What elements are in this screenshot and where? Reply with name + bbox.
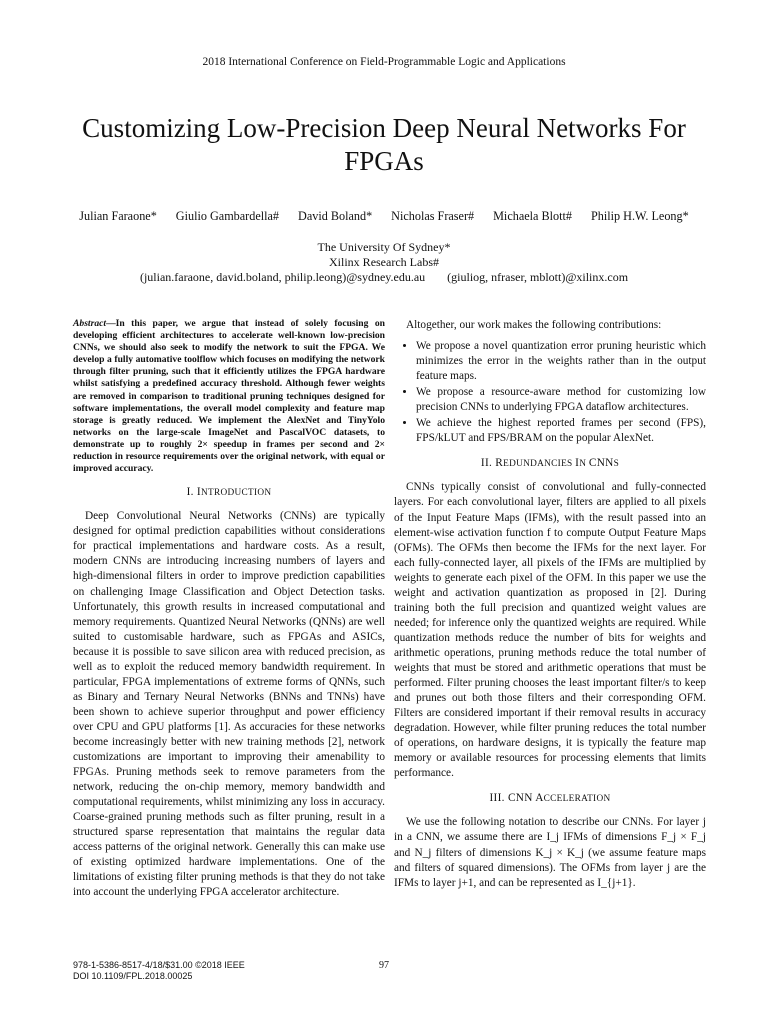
doi-line: DOI 10.1109/FPL.2018.00025 (73, 971, 193, 981)
abstract-heading: Abstract (73, 318, 107, 329)
author: Nicholas Fraser# (391, 209, 475, 223)
author-list (0, 209, 768, 224)
abstract-text: —In this paper, we argue that instead of solely focusing on developing efficient architectures to accelerate well-known low-precision CNNs, we should also seek to modify the network to suit the FPGA. We develop a fully automative toolflow which focuses on modifying the network through filter pruning, such that it efficiently utilizes the FPGA hardware whilst satisfying a predefined accuracy threshold. Although fewer weights are removed in comparison to traditional pruning techniques designed for software implementations, the overall model complexity and feature map storage is greatly reduced. We implement the AlexNet and TinyYolo networks on the large-scale ImageNet and PascalVOC datasets, to demonstrate up to roughly 2× speedup in frames per second and 2× reduction in resource requirements over the original network, with equal or improved accuracy. (73, 318, 385, 475)
section-heading-introduction: I. INTRODUCTION (186, 486, 272, 499)
list-item: • We propose a novel quantization error pruning heuristic which minimizes the error in the weights rather than in the output feature maps. (416, 339, 706, 384)
author: Philip H.W. Leong* (590, 209, 689, 223)
section-heading-redundancies: II. REDUNDANCIES IN CNNS (480, 457, 620, 470)
contributions-intro: Altogether, our work makes the following contributions: (406, 319, 662, 331)
email-sydney: (julian.faraone, david.boland, philip.leong)@sydney.edu.au (139, 270, 426, 284)
author: Giulio Gambardella# (175, 209, 280, 223)
abstract (73, 318, 385, 475)
affiliation-xilinx: Xilinx Research Labs# (329, 255, 439, 269)
conference-header: 2018 International Conference on Field-Programmable Logic and Applications (202, 56, 566, 68)
acceleration-paragraph: We use the following notation to describe our CNNs. For layer j in a CNN, we assume there are I_j IFMs of dimensions F_j × F_j and N_j filters of dimensions K_j × K_j (we assume feature maps and filters of squared dimensions). The OFMs from layer j are the IFMs to layer j+1, and can be represented as I_{j+1}. (394, 816, 706, 889)
redundancies-paragraph: CNNs typically consist of convolutional and fully-connected layers. For each convolutional layer, filters are applied to all pixels of the Input Feature Maps (IFMs), with the result passed into an element-wise activation function f to compute Output Feature Maps (OFMs). The OFMs then become the IFMs for the next layer. For each fully-connected layer, all pixels of the IFMs are multiplied by weights to generate each pixel of the OFM. In this paper we use the weight and activation quantization as proposed in [2]. During training both the full precision and quantized weight values are needed; for inference only the quantized weights are required. While quantization methods reduce the number of bits for weights and arithmetic operations, pruning methods reduce the total number of weights that must be stored and arithmetic operations that must be performed. Filter pruning chooses the least important filter/s to keep and prunes out both those filters and their corresponding OFM. Filters are considered important if their removal results in accuracy degradation. However, while filter pruning reduces the total number of operations, on hardware designs, it is typically the feature map memory or available resources for processing elements that limits performance. (394, 481, 706, 780)
affiliations (0, 240, 768, 285)
section-heading-acceleration: III. CNN ACCELERATION (489, 792, 611, 805)
right-column (394, 318, 706, 891)
left-column (73, 318, 385, 900)
list-item: • We achieve the highest reported frames per second (FPS), FPS/kLUT and FPS/BRAM on the popular AlexNet. (416, 416, 706, 446)
introduction-paragraph: Deep Convolutional Neural Networks (CNNs) are typically designed for optimal prediction capabilities without considerations for practical implementations and hardware costs. As a result, modern CNNs are introducing increasing numbers of layers and high-dimensional filters in order to improve prediction capabilities on challenging Image Classification and Object Detection tasks. Unfortunately, this growth results in increased computational and memory requirements. Quantized Neural Networks (QNNs) are well suited to customisable hardware, such as FPGAs and ASICs, because it is possible to save silicon area with reduced precision, as well as to exploit the reduced memory bandwidth requirement. In particular, FPGA implementations of extreme forms of QNNs, such as Binary and Ternary Neural Networks (BNNs and TNNs) have been shown to achieve superior throughput and power efficiency over CPU and GPU platforms [1]. As accuracies for these networks become increasingly better with new training methods [2], network customizations are important to improving their amenability to FPGAs. Pruning methods seek to remove parameters from the network, reducing the on-chip memory, memory bandwidth and computational requirements, whilst minimizing any loss in accuracy. Coarse-grained pruning methods such as filter pruning, result in a structured sparse representation that maintains the regular data access patterns of the original network. Generally this can make use of existing optimized hardware implementations. One of the limitations of existing filter pruning methods is that they do not take into account the underlying FPGA accelerator architecture. (73, 510, 385, 899)
author: David Boland* (298, 209, 373, 223)
list-item: • We propose a resource-aware method for customizing low precision CNNs to underlying FPGA dataflow architectures. (416, 385, 706, 415)
email-xilinx: (giuliog, nfraser, mblott)@xilinx.com (447, 270, 629, 284)
email-line (0, 270, 768, 285)
author: Julian Faraone* (79, 209, 157, 223)
contributions-list (394, 339, 706, 446)
isbn-line: 978-1-5386-8517-4/18/$31.00 ©2018 IEEE (73, 960, 245, 970)
paper-title: Customizing Low-Precision Deep Neural Networks For FPGAs (82, 113, 686, 176)
affiliation-sydney: The University Of Sydney* (317, 240, 451, 254)
page-number: 97 (379, 960, 389, 971)
author: Michaela Blott# (493, 209, 572, 223)
